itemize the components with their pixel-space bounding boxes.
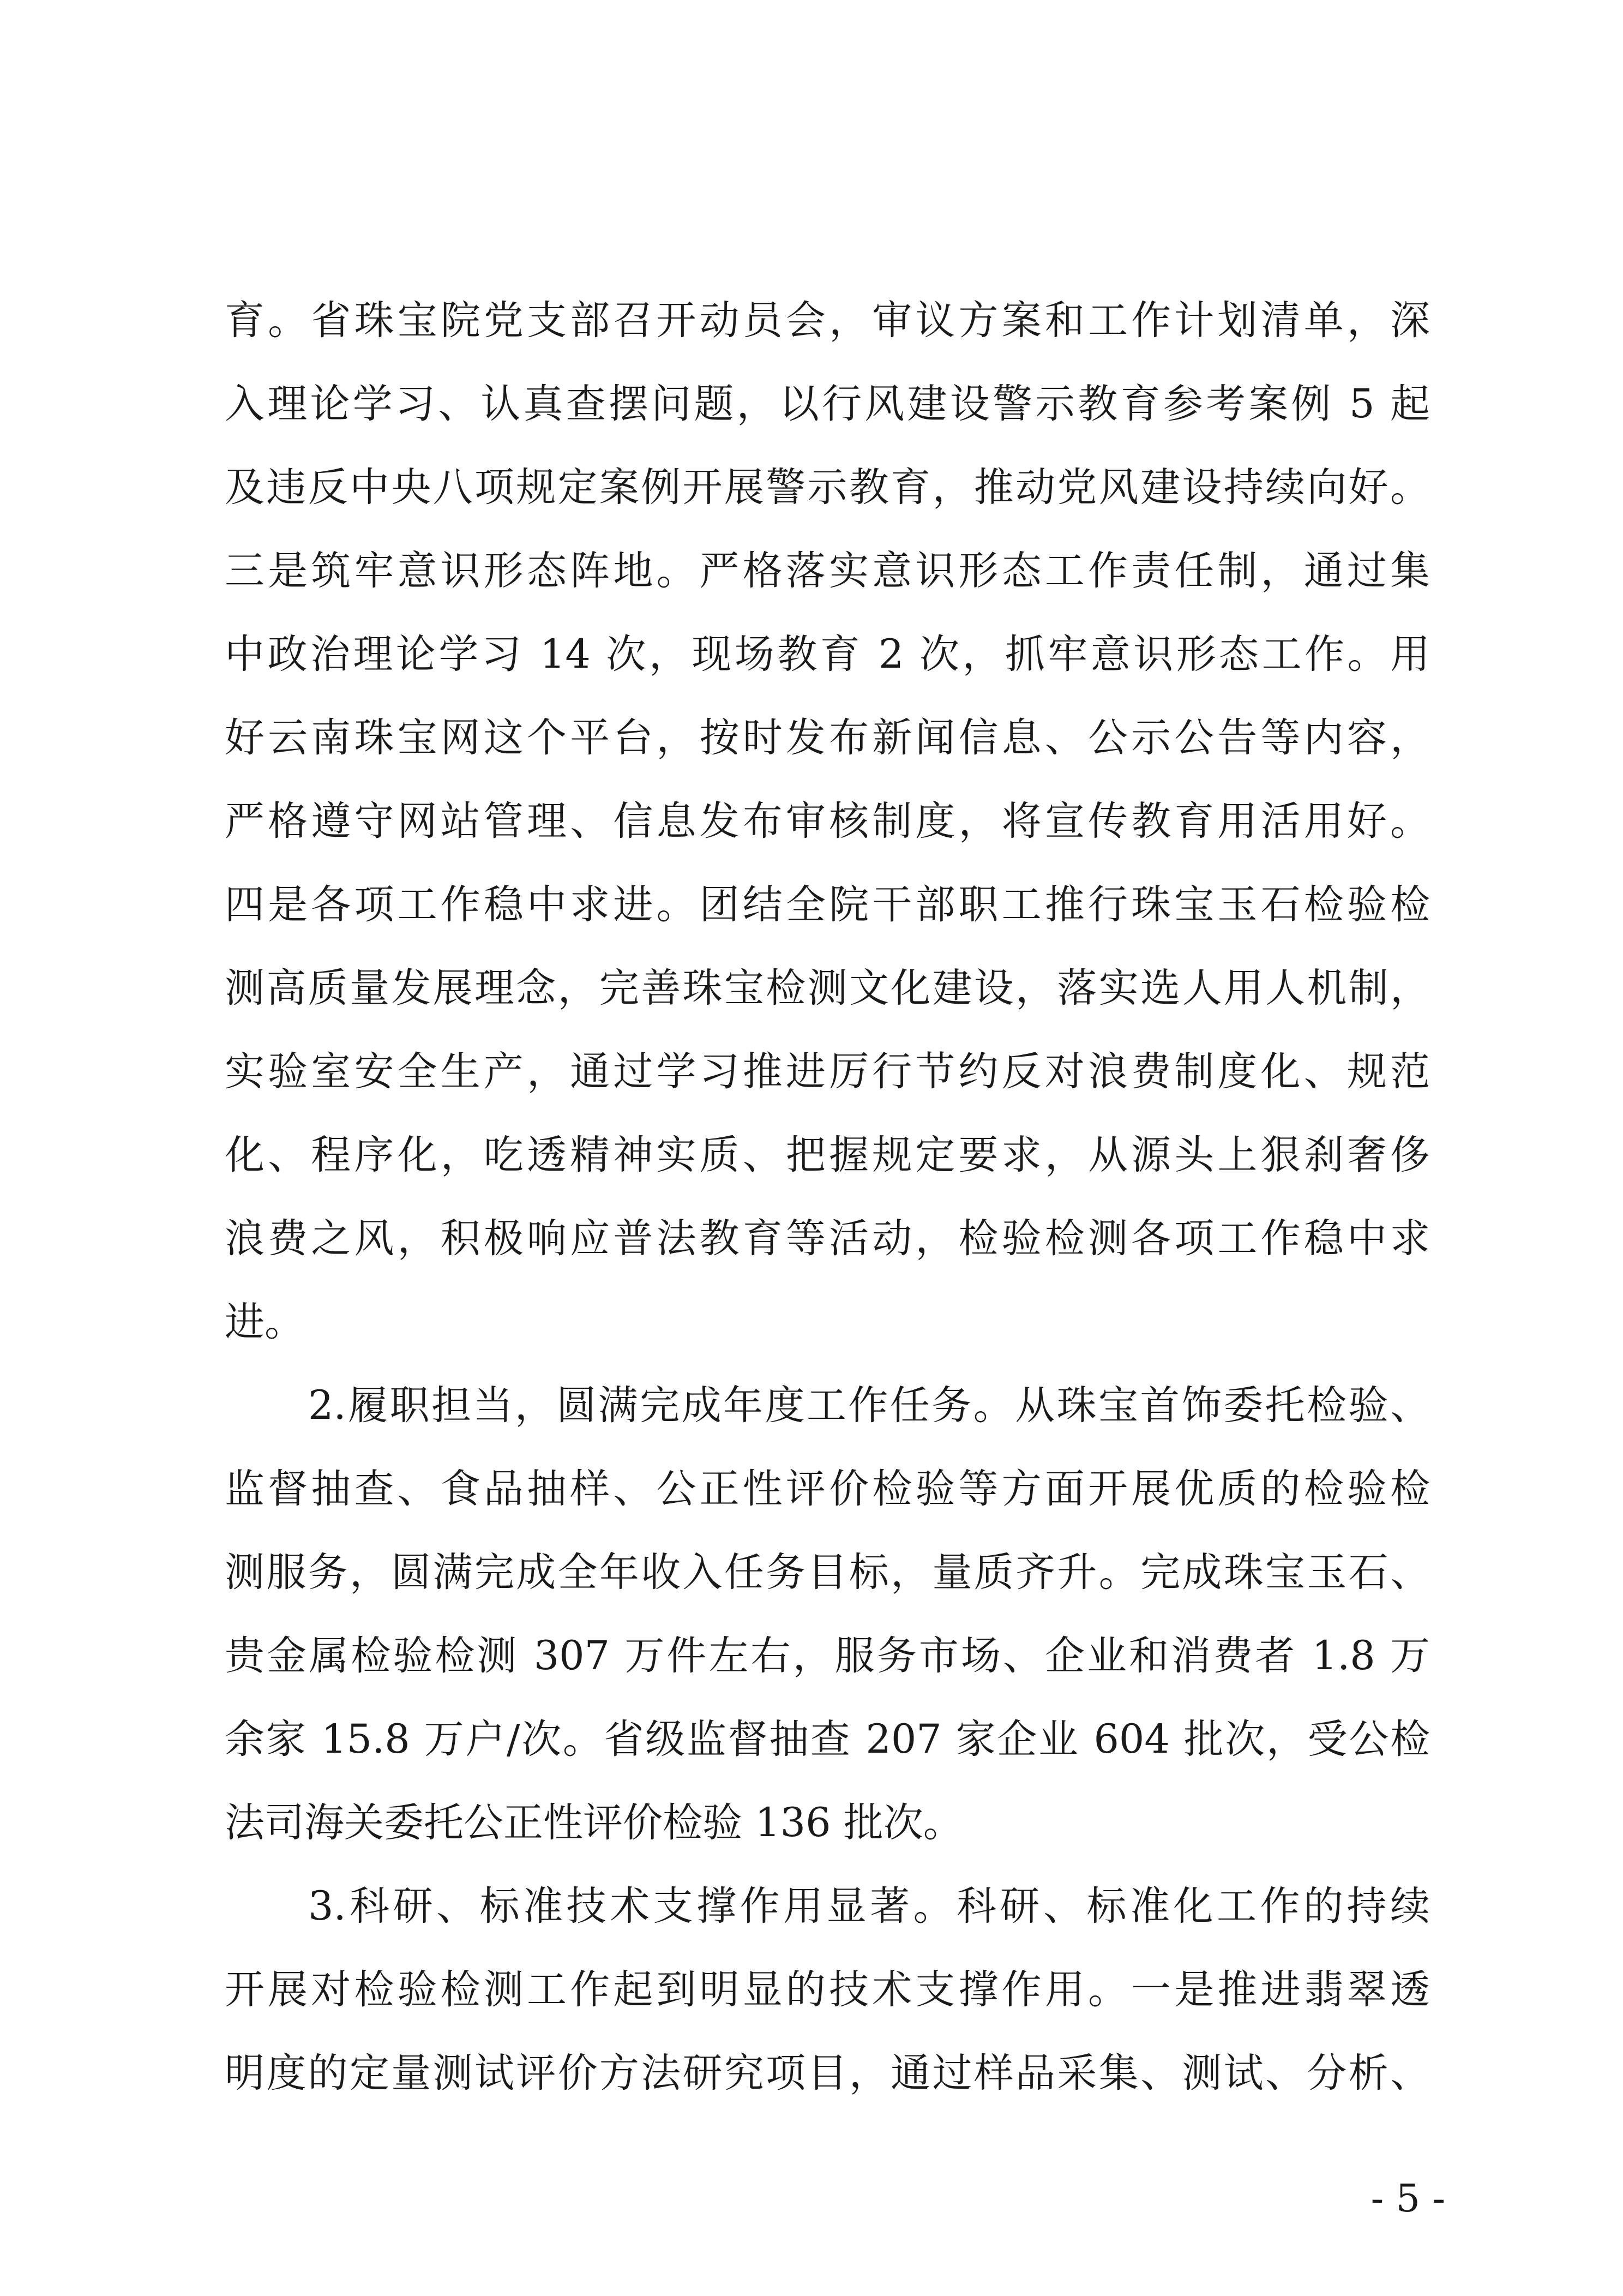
paragraph-line: 法司海关委托公正性评价检验 136 批次。 xyxy=(225,1800,963,1846)
paragraph-line: 化、程序化，吃透精神实质、把握规定要求，从源头上狠刹奢侈 xyxy=(225,1132,1430,1178)
paragraph-line: 2.履职担当，圆满完成年度工作任务。从珠宝首饰委托检验、 xyxy=(308,1382,1430,1429)
paragraph-line: 明度的定量测试评价方法研究项目，通过样品采集、测试、分析、 xyxy=(225,2050,1430,2096)
paragraph-line: 及违反中央八项规定案例开展警示教育，推动党风建设持续向好。 xyxy=(225,464,1430,511)
paragraph-line: 开展对检验检测工作起到明显的技术支撑作用。一是推进翡翠透 xyxy=(225,1967,1430,2013)
paragraph-line: 入理论学习、认真查摆问题，以行风建设警示教育参考案例 5 起 xyxy=(225,381,1430,427)
paragraph-line: 3.科研、标准技术支撑作用显著。科研、标准化工作的持续 xyxy=(308,1883,1430,1929)
paragraph-line: 余家 15.8 万户/次。省级监督抽查 207 家企业 604 批次，受公检 xyxy=(225,1716,1430,1763)
paragraph-line: 进。 xyxy=(225,1299,304,1345)
paragraph-line: 监督抽查、食品抽样、公正性评价检验等方面开展优质的检验检 xyxy=(225,1466,1430,1512)
page-number: - 5 - xyxy=(1370,2176,1445,2221)
paragraph-line: 三是筑牢意识形态阵地。严格落实意识形态工作责任制，通过集 xyxy=(225,548,1430,594)
paragraph-line: 测高质量发展理念，完善珠宝检测文化建设，落实选人用人机制， xyxy=(225,965,1430,1011)
paragraph-line: 中政治理论学习 14 次，现场教育 2 次，抓牢意识形态工作。用 xyxy=(225,631,1430,678)
paragraph-line: 好云南珠宝网这个平台，按时发布新闻信息、公示公告等内容， xyxy=(225,715,1430,761)
paragraph-line: 测服务，圆满完成全年收入任务目标，量质齐升。完成珠宝玉石、 xyxy=(225,1549,1430,1596)
paragraph-line: 严格遵守网站管理、信息发布审核制度，将宣传教育用活用好。 xyxy=(225,798,1430,844)
paragraph-line: 浪费之风，积极响应普法教育等活动，检验检测各项工作稳中求 xyxy=(225,1215,1430,1262)
paragraph-line: 实验室安全生产，通过学习推进厉行节约反对浪费制度化、规范 xyxy=(225,1048,1430,1095)
paragraph-line: 育。省珠宝院党支部召开动员会，审议方案和工作计划清单，深 xyxy=(225,297,1430,344)
paragraph-line: 四是各项工作稳中求进。团结全院干部职工推行珠宝玉石检验检 xyxy=(225,882,1430,928)
paragraph-line: 贵金属检验检测 307 万件左右，服务市场、企业和消费者 1.8 万 xyxy=(225,1633,1430,1679)
